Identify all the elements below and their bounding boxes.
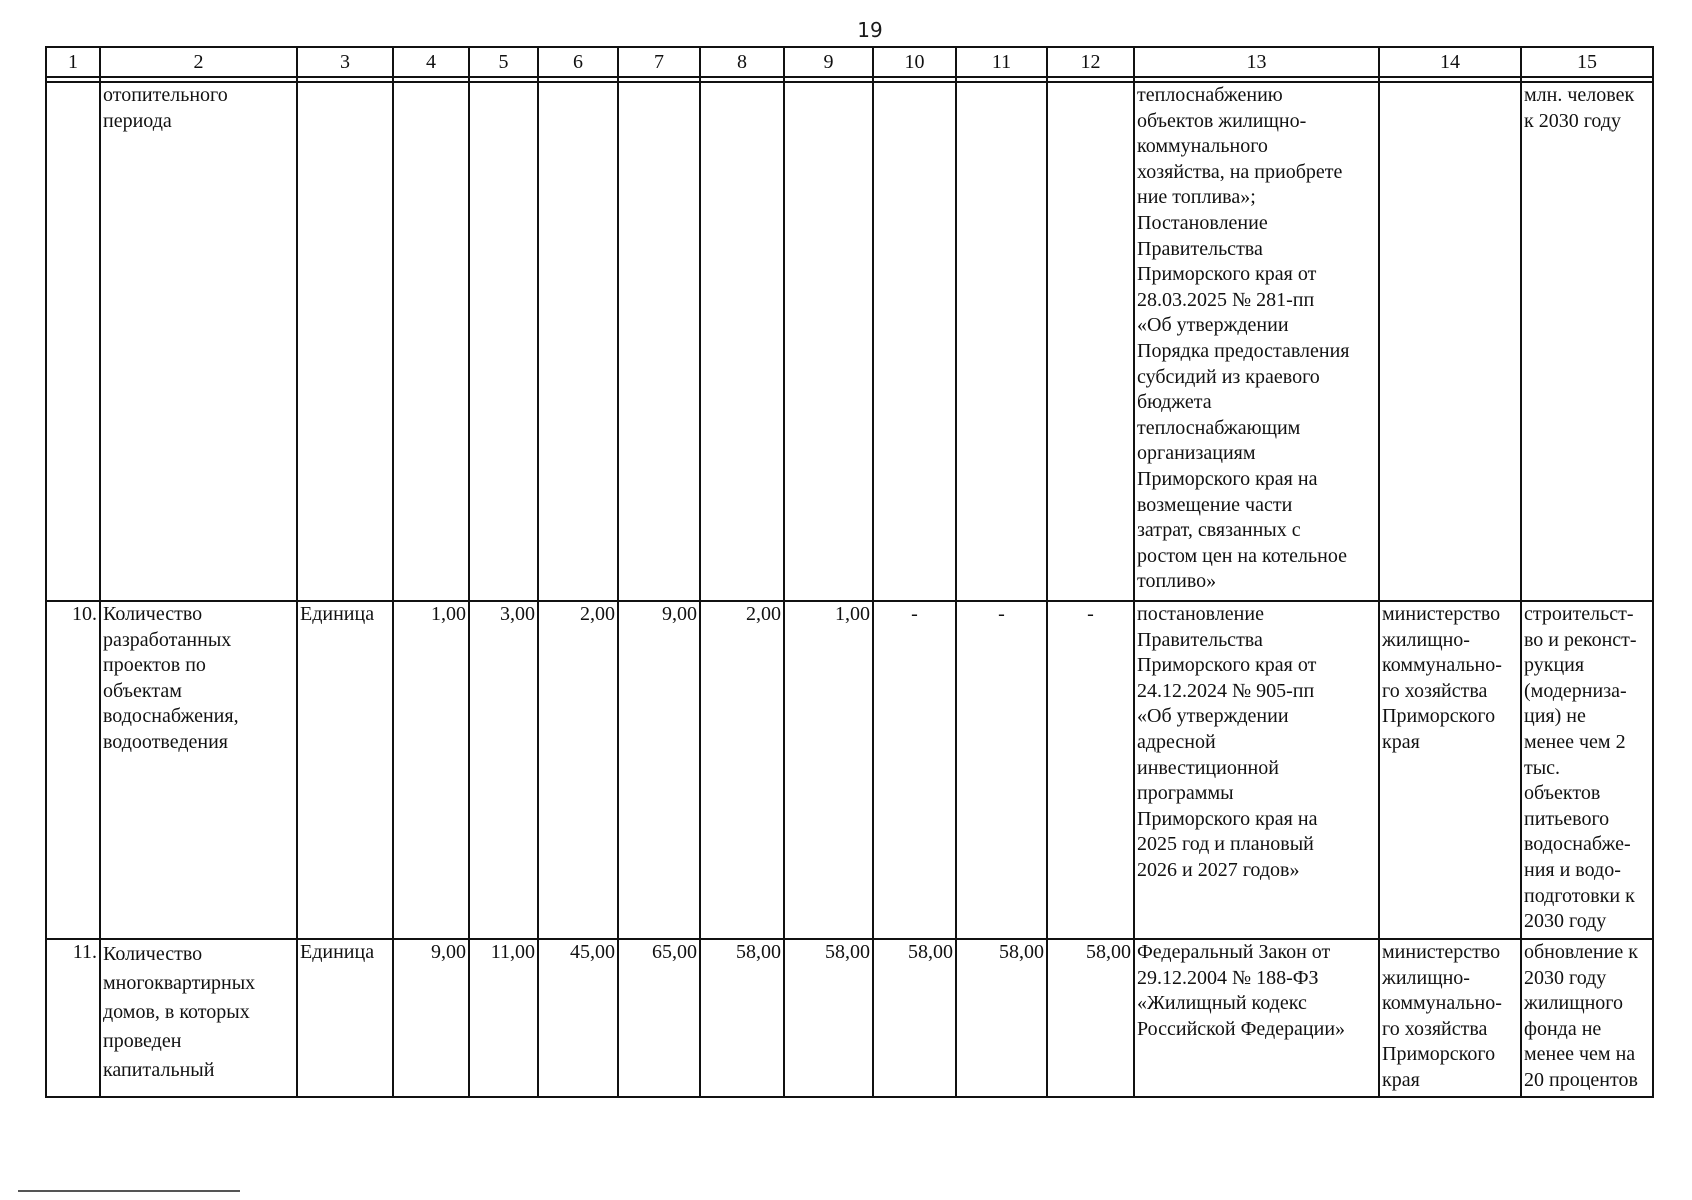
indicator-name: Количество многоквартирных домов, в которых проведен капитальный xyxy=(101,940,298,1098)
value-cell xyxy=(1048,83,1135,602)
column-header: 5 xyxy=(470,48,539,78)
table-row xyxy=(47,940,1654,1098)
column-header: 10 xyxy=(874,48,957,78)
responsible-body: министерство жилищно- коммунально- го хозяйства Приморского края xyxy=(1380,940,1522,1098)
responsible-body: министерство жилищно- коммунально- го хозяйства Приморского края xyxy=(1380,602,1522,940)
table-row xyxy=(47,83,1654,602)
unit-of-measure xyxy=(298,83,394,602)
legal-basis: Федеральный Закон от 29.12.2004 № 188-ФЗ «Жилищный кодекс Российской Федерации» xyxy=(1135,940,1380,1098)
value-cell: 3,00 xyxy=(470,602,539,940)
indicator-name: отопительного периода xyxy=(101,83,298,602)
column-header: 2 xyxy=(101,48,298,78)
value-cell xyxy=(470,83,539,602)
legal-basis: постановление Правительства Приморского края от 24.12.2024 № 905-пп «Об утверждении адресной инвестиционной программы Приморского края на 2025 год и плановый 2026 и 2027 годов» xyxy=(1135,602,1380,940)
value-cell xyxy=(394,83,470,602)
value-cell: 58,00 xyxy=(874,940,957,1098)
value-cell: - xyxy=(874,602,957,940)
value-cell: 11,00 xyxy=(470,940,539,1098)
value-cell: 45,00 xyxy=(539,940,619,1098)
column-header: 9 xyxy=(785,48,874,78)
value-cell: - xyxy=(957,602,1048,940)
column-header: 7 xyxy=(619,48,701,78)
value-cell xyxy=(701,83,785,602)
legal-basis: теплоснабжению объектов жилищно- коммунального хозяйства, на приобрете ние топлива»; Постановление Правительства Приморского края от 28.03.2025 № 281-пп «Об утверждении Порядка предоставления субсидий из краевого бюджета теплоснабжающим организациям Приморского края на возмещение части затрат, связанных с ростом цен на котельное топливо» xyxy=(1135,83,1380,602)
unit-of-measure: Единица xyxy=(298,602,394,940)
column-header: 1 xyxy=(47,48,101,78)
column-header: 8 xyxy=(701,48,785,78)
column-number-header xyxy=(47,48,1654,78)
row-number: 11. xyxy=(47,940,101,1098)
unit-of-measure: Единица xyxy=(298,940,394,1098)
indicators-table xyxy=(45,46,1654,1098)
value-cell xyxy=(874,83,957,602)
value-cell xyxy=(785,83,874,602)
national-goal: млн. человек к 2030 году xyxy=(1522,83,1654,602)
value-cell: 58,00 xyxy=(785,940,874,1098)
value-cell: 1,00 xyxy=(785,602,874,940)
value-cell: 1,00 xyxy=(394,602,470,940)
value-cell: 58,00 xyxy=(1048,940,1135,1098)
column-header: 13 xyxy=(1135,48,1380,78)
value-cell: 2,00 xyxy=(539,602,619,940)
column-header: 14 xyxy=(1380,48,1522,78)
national-goal: строительст- во и реконст- рукция (модерниза- ция) не менее чем 2 тыс. объектов питьевого водоснабже- ния и водо- подготовки к 2030 году xyxy=(1522,602,1654,940)
value-cell: 65,00 xyxy=(619,940,701,1098)
national-goal: обновление к 2030 году жилищного фонда не менее чем на 20 процентов xyxy=(1522,940,1654,1098)
value-cell: 9,00 xyxy=(394,940,470,1098)
table-row xyxy=(47,602,1654,940)
value-cell: - xyxy=(1048,602,1135,940)
row-number: 10. xyxy=(47,602,101,940)
column-header: 3 xyxy=(298,48,394,78)
value-cell xyxy=(539,83,619,602)
value-cell: 2,00 xyxy=(701,602,785,940)
value-cell xyxy=(619,83,701,602)
responsible-body xyxy=(1380,83,1522,602)
value-cell: 58,00 xyxy=(701,940,785,1098)
column-header: 6 xyxy=(539,48,619,78)
value-cell: 58,00 xyxy=(957,940,1048,1098)
column-header: 4 xyxy=(394,48,470,78)
footnote-separator-line xyxy=(18,1190,240,1192)
value-cell: 9,00 xyxy=(619,602,701,940)
value-cell xyxy=(957,83,1048,602)
row-number xyxy=(47,83,101,602)
column-header: 11 xyxy=(957,48,1048,78)
page-number: 19 xyxy=(857,18,883,42)
column-header: 12 xyxy=(1048,48,1135,78)
column-header: 15 xyxy=(1522,48,1654,78)
indicator-name: Количество разработанных проектов по объектам водоснабжения, водоотведения xyxy=(101,602,298,940)
